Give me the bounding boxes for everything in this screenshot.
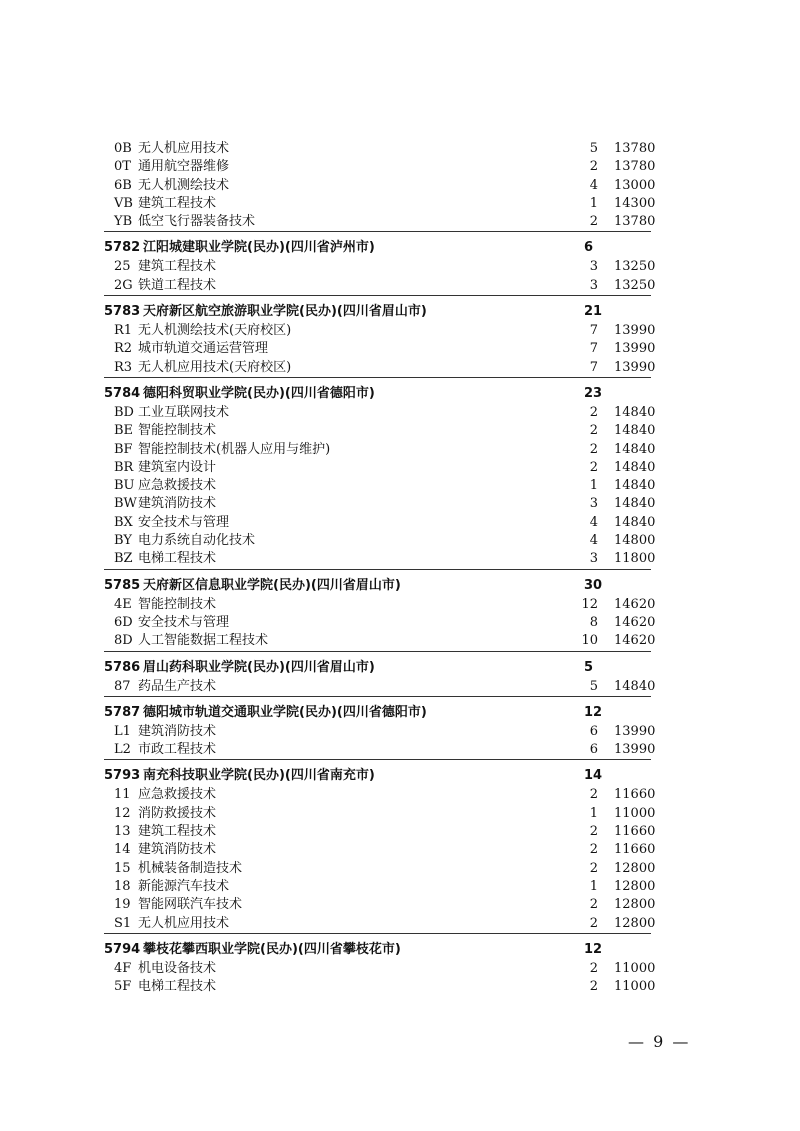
major-name: 机械装备制造技术 [138, 860, 243, 876]
major-tuition-fee: 13990 [614, 359, 656, 375]
major-code: 87 [114, 678, 131, 694]
major-tuition-fee: 13000 [614, 177, 656, 193]
school-total: 30 [584, 577, 603, 593]
major-plan-count: 8 [589, 614, 598, 630]
major-name: 人工智能数据工程技术 [138, 633, 269, 649]
major-row [0, 359, 800, 377]
major-plan-count: 12 [581, 596, 598, 612]
school-total: 5 [584, 659, 594, 675]
major-tuition-fee: 13780 [614, 214, 656, 230]
major-tuition-fee: 13250 [614, 277, 656, 293]
major-row [0, 213, 800, 231]
major-tuition-fee: 14840 [614, 404, 656, 420]
major-tuition-fee: 13990 [614, 742, 656, 758]
major-code: 13 [114, 824, 131, 840]
school-name: 德阳科贸职业学院(民办)(四川省德阳市) [143, 385, 375, 401]
major-row [0, 322, 800, 340]
major-tuition-fee: 14840 [614, 496, 656, 512]
major-row [0, 532, 800, 550]
school-name: 天府新区航空旅游职业学院(民办)(四川省眉山市) [143, 304, 427, 320]
major-tuition-fee: 14840 [614, 423, 656, 439]
major-row [0, 404, 800, 422]
major-row [0, 614, 800, 632]
document-page [0, 140, 800, 996]
major-tuition-fee: 11660 [614, 787, 656, 803]
major-plan-count: 1 [589, 878, 598, 894]
major-code: BR [114, 459, 134, 475]
major-row [0, 723, 800, 741]
major-name: 应急救援技术 [138, 478, 217, 494]
major-row [0, 477, 800, 495]
school-name: 天府新区信息职业学院(民办)(四川省眉山市) [143, 577, 401, 593]
major-plan-count: 3 [589, 259, 598, 275]
major-tuition-fee: 14620 [614, 633, 656, 649]
major-name: 无人机应用技术 [138, 141, 230, 156]
school-header [0, 383, 800, 404]
major-plan-count: 4 [589, 177, 598, 193]
major-plan-count: 10 [581, 633, 598, 649]
major-tuition-fee: 14620 [614, 614, 656, 630]
major-plan-count: 5 [589, 141, 598, 156]
major-name: 应急救援技术 [138, 787, 217, 803]
major-plan-count: 1 [589, 478, 598, 494]
major-row [0, 632, 800, 650]
school-group [0, 760, 800, 932]
major-code: R2 [114, 341, 133, 357]
major-name: 无人机测绘技术(天府校区) [138, 323, 292, 339]
major-row [0, 860, 800, 878]
major-plan-count: 1 [589, 195, 598, 211]
major-row [0, 177, 800, 195]
major-row [0, 960, 800, 978]
major-row [0, 596, 800, 614]
school-header [0, 237, 800, 258]
major-plan-count: 1 [589, 805, 598, 821]
school-total: 12 [584, 941, 603, 957]
major-row [0, 258, 800, 276]
major-row [0, 459, 800, 477]
major-code: 4E [114, 596, 132, 612]
major-tuition-fee: 11000 [614, 979, 656, 995]
school-name: 攀枝花攀西职业学院(民办)(四川省攀枝花市) [143, 941, 401, 957]
major-tuition-fee: 14840 [614, 678, 656, 694]
major-plan-count: 2 [589, 824, 598, 840]
major-row [0, 786, 800, 804]
major-name: 消防救援技术 [138, 805, 217, 821]
school-code: 5785 [104, 577, 141, 593]
major-plan-count: 3 [589, 551, 598, 567]
major-code: 14 [114, 842, 131, 858]
major-code: 4F [114, 960, 132, 976]
school-total: 21 [584, 304, 603, 320]
major-row [0, 158, 800, 176]
major-name: 智能网联汽车技术 [138, 897, 243, 913]
major-code: YB [114, 214, 133, 230]
major-code: R1 [114, 323, 133, 339]
school-header [0, 657, 800, 678]
school-total: 12 [584, 704, 603, 720]
major-plan-count: 4 [589, 533, 598, 549]
major-name: 通用航空器维修 [138, 159, 230, 175]
major-tuition-fee: 14800 [614, 533, 656, 549]
major-tuition-fee: 14840 [614, 478, 656, 494]
school-group [0, 378, 800, 569]
page-number: — 9 — [628, 1032, 691, 1051]
major-plan-count: 4 [589, 514, 598, 530]
major-tuition-fee: 13250 [614, 259, 656, 275]
school-code: 5794 [104, 941, 141, 957]
school-total: 23 [584, 385, 603, 401]
major-code: 15 [114, 860, 131, 876]
major-plan-count: 7 [589, 323, 598, 339]
major-row [0, 550, 800, 568]
school-header [0, 702, 800, 723]
major-code: 25 [114, 259, 131, 275]
major-tuition-fee: 13780 [614, 141, 656, 156]
major-code: 8D [114, 633, 133, 649]
school-code: 5783 [104, 304, 141, 320]
major-row [0, 678, 800, 696]
school-name: 德阳城市轨道交通职业学院(民办)(四川省德阳市) [143, 704, 427, 720]
school-total: 6 [584, 240, 594, 256]
major-code: BU [114, 478, 135, 494]
major-tuition-fee: 13990 [614, 341, 656, 357]
major-row [0, 878, 800, 896]
major-row [0, 805, 800, 823]
school-total: 14 [584, 768, 603, 784]
school-header [0, 301, 800, 322]
major-name: 无人机测绘技术 [138, 177, 230, 193]
major-tuition-fee: 14840 [614, 441, 656, 457]
major-tuition-fee: 14840 [614, 459, 656, 475]
major-tuition-fee: 14620 [614, 596, 656, 612]
major-name: 无人机应用技术 [138, 915, 230, 931]
major-tuition-fee: 12800 [614, 915, 656, 931]
major-name: 智能控制技术 [138, 423, 217, 439]
major-code: 0B [114, 141, 132, 156]
major-name: 建筑工程技术 [138, 824, 217, 840]
major-tuition-fee: 12800 [614, 860, 656, 876]
major-plan-count: 2 [589, 787, 598, 803]
major-code: 6B [114, 177, 132, 193]
major-plan-count: 2 [589, 915, 598, 931]
major-name: 智能控制技术 [138, 596, 217, 612]
major-code: 2G [114, 277, 133, 293]
major-code: BX [114, 514, 133, 530]
major-tuition-fee: 14300 [614, 195, 656, 211]
major-code: 11 [114, 787, 131, 803]
school-group [0, 296, 800, 377]
school-group [0, 570, 800, 651]
major-row [0, 841, 800, 859]
major-name: 机电设备技术 [138, 960, 217, 976]
school-header [0, 765, 800, 786]
major-tuition-fee: 13780 [614, 159, 656, 175]
school-code: 5787 [104, 704, 141, 720]
major-plan-count: 7 [589, 359, 598, 375]
major-code: BE [114, 423, 134, 439]
major-code: BF [114, 441, 133, 457]
major-code: R3 [114, 359, 133, 375]
major-row [0, 340, 800, 358]
major-row [0, 514, 800, 532]
major-plan-count: 2 [589, 214, 598, 230]
major-code: L1 [114, 723, 131, 739]
school-name: 南充科技职业学院(民办)(四川省南充市) [143, 768, 375, 784]
major-plan-count: 2 [589, 404, 598, 420]
major-name: 智能控制技术(机器人应用与维护) [138, 441, 331, 457]
school-header [0, 939, 800, 960]
major-plan-count: 6 [589, 742, 598, 758]
major-plan-count: 3 [589, 496, 598, 512]
major-code: BY [114, 533, 132, 549]
school-name: 眉山药科职业学院(民办)(四川省眉山市) [143, 659, 375, 675]
major-plan-count: 2 [589, 960, 598, 976]
major-row [0, 195, 800, 213]
major-name: 新能源汽车技术 [138, 878, 230, 894]
school-group [0, 652, 800, 696]
school-group [0, 232, 800, 295]
major-tuition-fee: 13990 [614, 323, 656, 339]
major-code: 5F [114, 979, 132, 995]
school-code: 5784 [104, 385, 141, 401]
major-name: 电力系统自动化技术 [138, 533, 256, 549]
major-plan-count: 2 [589, 897, 598, 913]
major-row [0, 741, 800, 759]
school-header [0, 575, 800, 596]
major-code: L2 [114, 742, 131, 758]
major-tuition-fee: 12800 [614, 878, 656, 894]
major-name: 低空飞行器装备技术 [138, 214, 256, 230]
major-tuition-fee: 11660 [614, 842, 656, 858]
major-name: 建筑消防技术 [138, 496, 217, 512]
major-code: BD [114, 404, 134, 420]
major-name: 工业互联网技术 [138, 404, 230, 420]
major-row [0, 978, 800, 996]
major-row [0, 422, 800, 440]
school-code: 5786 [104, 659, 141, 675]
major-tuition-fee: 11660 [614, 824, 656, 840]
major-plan-count: 2 [589, 441, 598, 457]
major-name: 药品生产技术 [138, 678, 217, 694]
major-code: BW [114, 496, 137, 512]
major-plan-count: 2 [589, 860, 598, 876]
major-plan-count: 3 [589, 277, 598, 293]
major-plan-count: 2 [589, 979, 598, 995]
major-name: 建筑室内设计 [138, 459, 217, 475]
major-name: 电梯工程技术 [138, 551, 217, 567]
major-name: 安全技术与管理 [138, 514, 230, 530]
major-plan-count: 6 [589, 723, 598, 739]
major-name: 建筑消防技术 [138, 723, 217, 739]
major-row [0, 140, 800, 158]
major-row [0, 896, 800, 914]
school-group [0, 697, 800, 760]
major-row [0, 915, 800, 933]
school-code: 5782 [104, 240, 141, 256]
major-plan-count: 2 [589, 459, 598, 475]
major-row [0, 823, 800, 841]
major-plan-count: 2 [589, 159, 598, 175]
school-code: 5793 [104, 768, 141, 784]
major-name: 无人机应用技术(天府校区) [138, 359, 292, 375]
major-name: 安全技术与管理 [138, 614, 230, 630]
major-plan-count: 5 [589, 678, 598, 694]
major-code: S1 [114, 915, 132, 931]
major-code: 19 [114, 897, 131, 913]
major-tuition-fee: 14840 [614, 514, 656, 530]
major-row [0, 441, 800, 459]
major-name: 市政工程技术 [138, 742, 217, 758]
major-row [0, 495, 800, 513]
major-tuition-fee: 11000 [614, 805, 656, 821]
major-code: VB [114, 195, 133, 211]
major-plan-count: 7 [589, 341, 598, 357]
school-name: 江阳城建职业学院(民办)(四川省泸州市) [143, 240, 375, 256]
major-tuition-fee: 13990 [614, 723, 656, 739]
major-name: 城市轨道交通运营管理 [138, 341, 269, 357]
major-code: BZ [114, 551, 133, 567]
major-code: 12 [114, 805, 131, 821]
major-name: 电梯工程技术 [138, 979, 217, 995]
major-code: 0T [114, 159, 131, 175]
major-name: 建筑工程技术 [138, 195, 217, 211]
major-name: 建筑消防技术 [138, 842, 217, 858]
major-tuition-fee: 12800 [614, 897, 656, 913]
major-tuition-fee: 11000 [614, 960, 656, 976]
major-code: 6D [114, 614, 133, 630]
major-name: 建筑工程技术 [138, 259, 217, 275]
major-tuition-fee: 11800 [614, 551, 656, 567]
major-plan-count: 2 [589, 842, 598, 858]
major-row [0, 277, 800, 295]
major-code: 18 [114, 878, 131, 894]
major-plan-count: 2 [589, 423, 598, 439]
school-group [0, 934, 800, 997]
major-name: 铁道工程技术 [138, 277, 217, 293]
